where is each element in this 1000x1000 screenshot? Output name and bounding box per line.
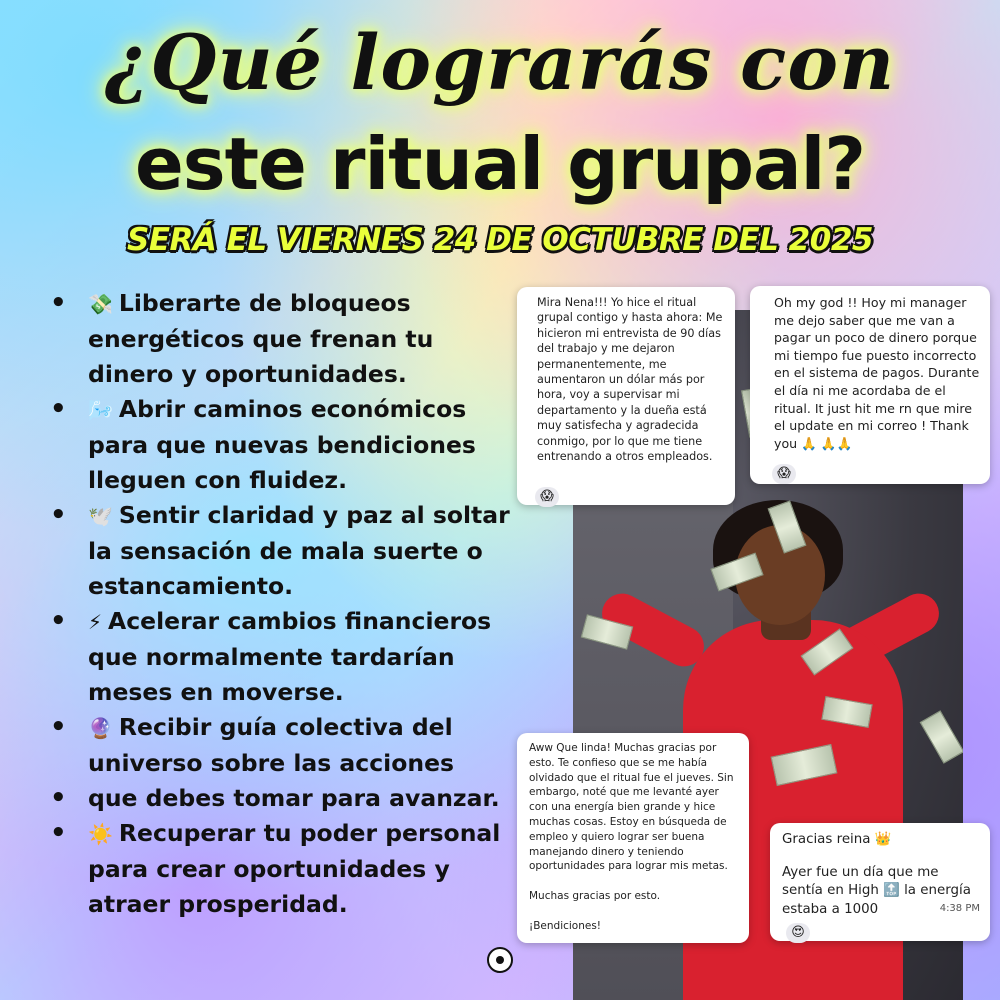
message-timestamp: 4:38 PM [939,903,980,915]
benefit-item: • ☀️ Recuperar tu poder personal para crear oportunidades y atraer prosperidad. [50,818,501,918]
benefit-item: • 🕊️ Sentir claridad y paz al soltar la sensación de mala suerte o estancamiento. [50,500,510,600]
headline-line-2: este ritual grupal? [134,122,866,206]
headline-line-1: ¿Qué lograrás con [104,18,896,107]
lightning-icon: ⚡ [88,610,103,634]
event-date: SERÁ EL VIERNES 24 DE OCTUBRE DEL 2025 [127,222,873,258]
benefit-item: • 🔮 Recibir guía colectiva del universo sobre las acciones [50,712,454,777]
benefits-list [40,286,510,922]
benefit-item: • 🌬️ Abrir caminos económicos para que nuevas bendiciones lleguen con fluidez. [50,394,476,494]
testimonial-text: Oh my god !! Hoy mi manager me dejo saber que me van a pagar un poco de dinero porque mi tiempo fue puesto incorrecto en el sistema de pagos. Durante el día ni me acordaba de el ritual. It just hit me rn que mire el update en mi correo ! Thank you 🙏 🙏🙏 [774,295,980,451]
testimonial-card [770,823,990,941]
dove-icon: 🕊️ [88,504,113,528]
scream-reaction-icon: 😱 [535,487,559,507]
wind-icon: 🌬️ [88,398,113,422]
scream-reaction-icon: 😱 [772,464,796,484]
testimonial-card [517,733,749,943]
benefit-item: • que debes tomar para avanzar. [50,783,500,813]
crystal-ball-icon: 🔮 [88,716,113,740]
testimonial-text: Mira Nena!!! Yo hice el ritual grupal contigo y hasta ahora: Me hicieron mi entrevista de 90 días del trabajo y me dejaron permanentemente, me aumentaron un dólar más por hora, voy a supervisar mi departamento y la dueña está muy satisfecha y agradecida conmigo, por lo que me tiene entrenando a otros empleados. [537,296,723,464]
benefit-item: • 💸 Liberarte de bloqueos energéticos que frenan tu dinero y oportunidades. [50,288,434,388]
eye-logo-icon [487,947,513,973]
testimonial-card [750,286,990,484]
testimonial-card [517,287,735,505]
testimonial-text: Aww Que linda! Muchas gracias por esto. Te confieso que se me había olvidado que el ritual fue el jueves. Sin embargo, noté que me levanté ayer con una energía bien grande y hice muchas cosas. Estoy en búsqueda de empleo y quiero lograr ser buena manejando dinero y teniendo oportunidades para lograr mis metas. Muchas gracias por esto. ¡Bendiciones! [529,742,734,932]
benefit-item: • ⚡ Acelerar cambios financieros que normalmente tardarían meses en moverse. [50,606,492,706]
testimonial-text: Ayer fue un día que me sentía en High 🔝 la energía estaba a 1000 [782,864,971,917]
money-icon: 💸 [88,292,113,316]
testimonial-text: Gracias reina 👑 [782,832,892,847]
heart-eyes-reaction-icon: 😍 [786,923,810,943]
sun-icon: ☀️ [88,822,113,846]
